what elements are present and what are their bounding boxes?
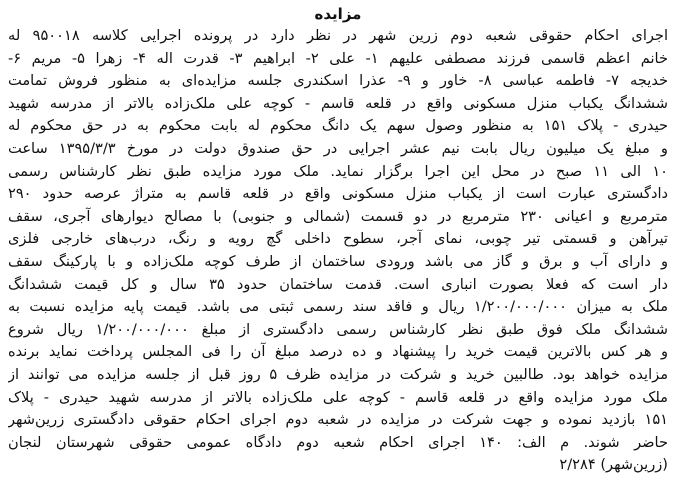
notice-line-11: و دارای آب و برق و گاز می باشد ورودی ساختمان از طرف کوچه ملک‌زاده و با پارکینگ سقف: [8, 252, 668, 270]
notice-line-2: خانم اعظم قاسمی فرزند مصطفی علیهم ۱- علی ۲- ابراهیم ۳- قدرت اله ۴- زهرا ۵- مریم ۶-: [8, 49, 668, 67]
notice-line-5: حیدری - پلاک ۱۵۱ به منظور وصول سهم یک دانگ محکوم له بابت محکوم به در حق محکوم له: [8, 117, 668, 135]
notice-line-19: حاضر شوند. م الف: ۱۴۰ اجرای احکام شعبه دوم دادگاه عمومی حقوقی شهرستان لنجان: [8, 433, 668, 451]
notice-line-1: اجرای احکام حقوقی شعبه دوم زرین شهر در نظر دارد در پرونده اجرایی کلاسه ۹۵۰۰۱۸ له: [8, 27, 668, 44]
notice-line-6: و مبلغ یک میلیون ریال بابت نیم عشر اجرایی در حق صندوق دولت در مورخ ۱۳۹۵/۳/۳ ساعت: [8, 139, 668, 157]
notice-line-18: ۱۵۱ بازدید نموده و جهت شرکت در مزایده در شعبه دوم اجرای احکام حقوقی دادگستری زرین‌شهر: [8, 411, 668, 429]
notice-line-8: دادگستری عبارت است از یکباب منزل مسکونی واقع در قلعه قاسم به متراژ عرصه حدود ۲۹۰: [8, 185, 668, 203]
notice-line-4: ششدانگ یکباب منزل مسکونی واقع در قلعه قاسم - کوچه علی ملک‌زاده بالاتر از مدرسه شهید: [8, 94, 668, 112]
notice-line-17: ملک مورد مزایده واقع در قلعه قاسم - کوچه علی ملک‌زاده بالاتر از مدرسه شهید حیدری - پلاک: [8, 388, 668, 406]
notice-line-14: ششدانگ ملک فوق طبق نظر کارشناس رسمی دادگستری از مبلغ ۱/۲۰۰/۰۰۰/۰۰۰ ریال شروع: [8, 320, 668, 338]
notice-line-10: تیرآهن و قسمتی تیر چوبی، نمای آجر، سطوح داخلی گچ رویه و رنگ، درب‌های خارجی فلزی: [8, 230, 668, 248]
notice-line-3: خدیجه ۷- فاطمه عباسی ۸- خاور و ۹- عذرا اسکندری جلسه مزایده‌ای به منظور فروش تمامت: [8, 72, 668, 90]
notice-line-20: (زرین‌شهر) ۲/۲۸۴: [559, 456, 668, 474]
notice-line-7: ۱۰ الی ۱۱ صبح در محل این اجرا برگزار نماید. ملک مورد مزایده طبق نظر کارشناس رسمی: [8, 162, 668, 180]
notice-title: مزایده: [314, 5, 362, 23]
notice-line-12: دار است که فعلا بصورت انباری است. قدمت ساختمان حدود ۳۵ سال و کل قیمت ششدانگ: [8, 275, 668, 293]
notice-line-16: مزایده خواهد بود. طالبین خرید و شرکت در مزایده ظرف ۵ روز قبل از جلسه مزایده می توانند از: [8, 365, 668, 383]
notice-line-9: مترمربع و اعیانی ۲۳۰ مترمربع در دو قسمت (شمالی و جنوبی) با مصالح دیوارهای آجری، سقف: [8, 207, 668, 225]
notice-line-15: و هر کس بالاترین قیمت خرید را پیشنهاد و ده درصد مبلغ آن را فی المجلس پرداخت نماید برنده: [8, 343, 668, 361]
notice-body: [8, 25, 668, 477]
notice-line-13: ملک به میزان ۱/۲۰۰/۰۰۰/۰۰۰ ریال و فاقد سند رسمی ثبتی می باشد. قیمت پایه مزایده نسبت به: [8, 298, 668, 316]
